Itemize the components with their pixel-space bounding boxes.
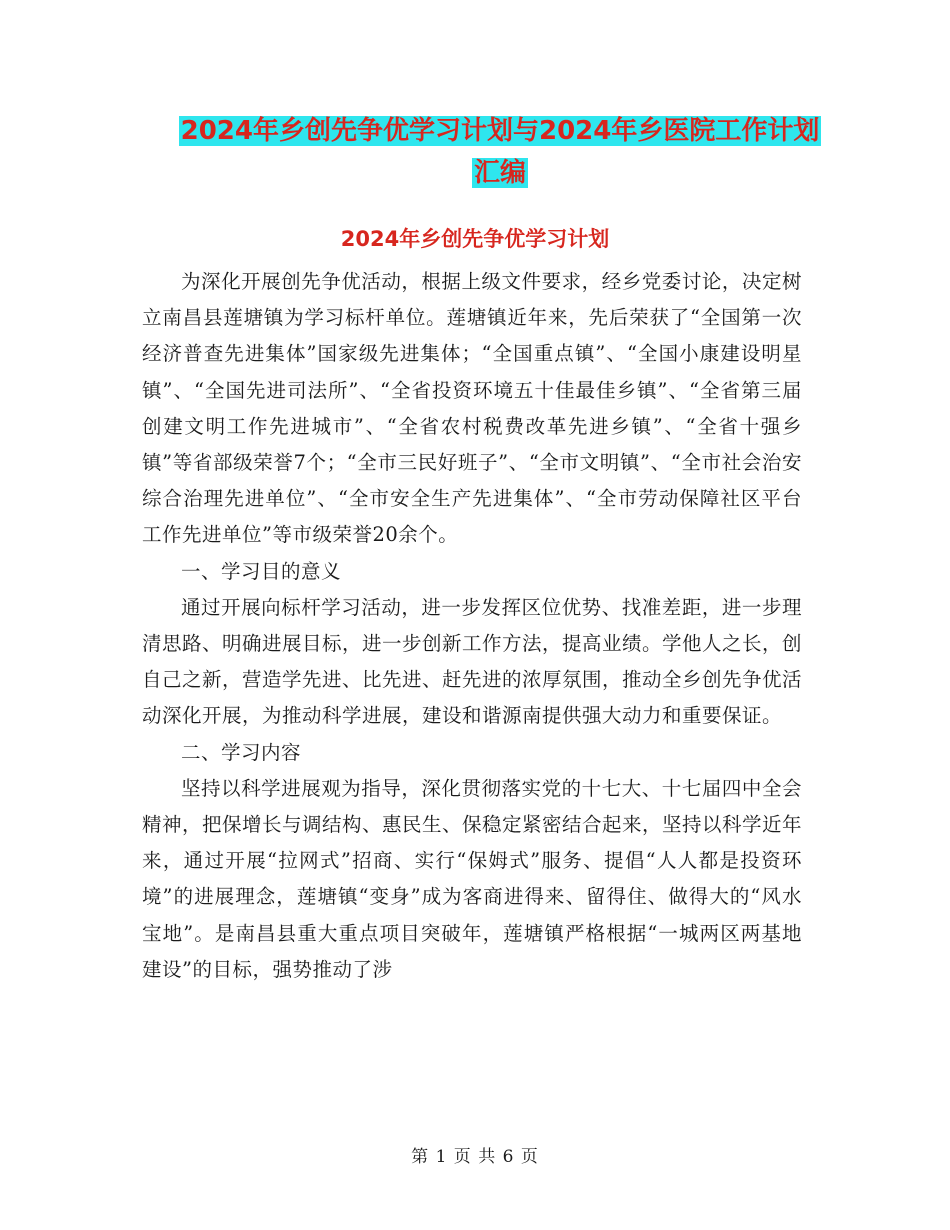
paragraph-study-content: 坚持以科学进展观为指导，深化贯彻落实党的十七大、十七届四中全会精神，把保增长与调结构、惠民生、保稳定紧密结合起来，坚持以科学近年来，通过开展“拉网式”招商、实行“保姆式”服务、提倡“人人都是投资环境”的进展理念，莲塘镇“变身”成为客商进得来、留得住、做得大的“风水宝地”。是南昌县重大重点项目突破年，莲塘镇严格根据“一城两区两基地建设”的目标，强势推动了涉 (142, 776, 803, 981)
document-title-line2: 汇编 (473, 158, 526, 188)
paragraph-intro: 为深化开展创先争优活动，根据上级文件要求，经乡党委讨论，决定树立南昌县莲塘镇为学习标杆单位。莲塘镇近年来，先后荣获了“全国第一次经济普查先进集体”国家级先进集体；“全国重点镇”、“全国小康建设明星镇”、“全国先进司法所”、“全省投资环境五十佳最佳乡镇”、“全省第三届创建文明工作先进城市”、“全省农村税费改革先进乡镇”、“全省十强乡镇”等省部级荣誉7个；“全市三民好班子”、“全市文明镇”、“全市社会治安综合治理先进单位”、“全市安全生产先进集体”、“全市劳动保障社区平台工作先进单位”等市级荣誉20余个。 (142, 270, 802, 547)
document-title (140, 110, 860, 194)
heading-study-content: 二、学习内容 (181, 740, 302, 764)
document-body (142, 264, 802, 988)
document-title-line1: 2024年乡创先争优学习计划与2024年乡医院工作计划 (180, 116, 820, 146)
page-number-footer: 第 1 页 共 6 页 (411, 1147, 539, 1167)
section-title: 2024年乡创先争优学习计划 (340, 227, 610, 251)
paragraph-study-purpose: 通过开展向标杆学习活动，进一步发挥区位优势、找准差距，进一步理清思路、明确进展目标，进一步创新工作方法，提高业绩。学他人之长，创自己之新，营造学先进、比先进、赶先进的浓厚氛围，推动全乡创先争优活动深化开展，为推动科学进展，建设和谐源南提供强大动力和重要保证。 (142, 595, 803, 728)
heading-study-purpose: 一、学习目的意义 (181, 559, 342, 583)
